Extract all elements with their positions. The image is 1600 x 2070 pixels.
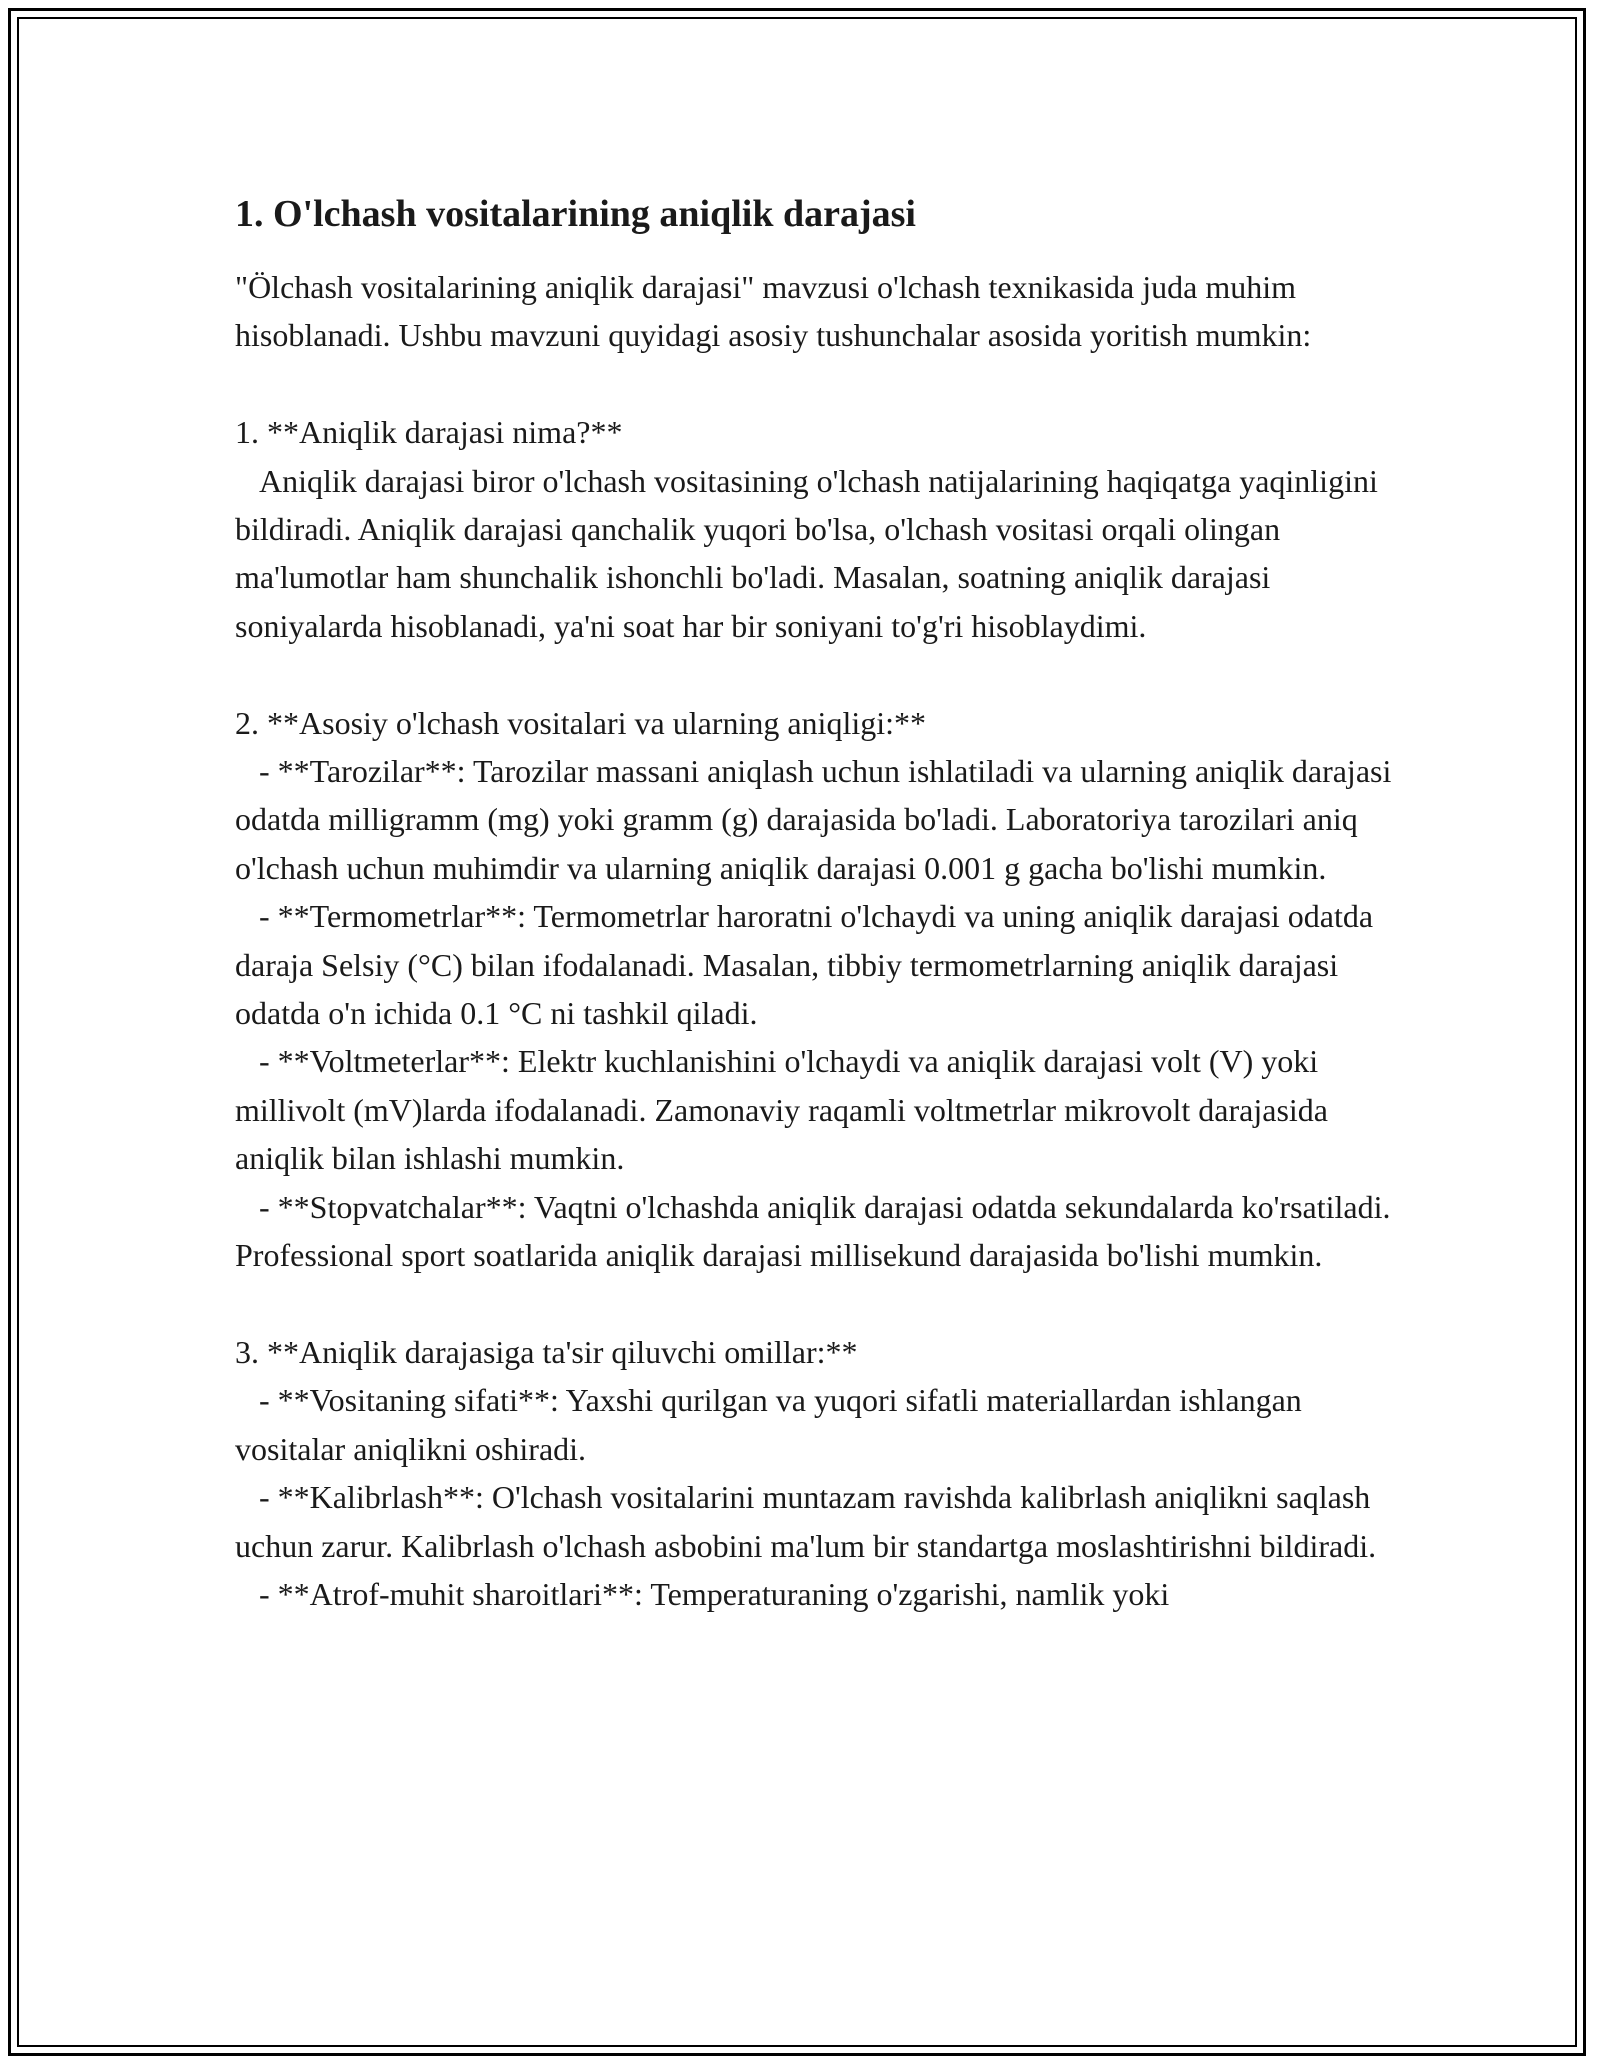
section-2-item-termometrlar: - **Termometrlar**: Termometrlar haroratni o'lchaydi va uning aniqlik darajasi odatda daraja Selsiy (°C) bilan ifodalanadi. Masalan, tibbiy termometrlarning aniqlik darajasi odatda o'n ichida 0.1 °C ni tashkil qiladi.	[235, 898, 1382, 1032]
section-3-item-vositaning-sifati: - **Vositaning sifati**: Yaxshi qurilgan va yuqori sifatli materiallardan ishlangan vositalar aniqlikni oshiradi.	[235, 1382, 1310, 1467]
section-3-heading: 3. **Aniqlik darajasiga ta'sir qiluvchi omillar:**	[235, 1333, 858, 1370]
section-2-item-stopvatchalar: - **Stopvatchalar**: Vaqtni o'lchashda aniqlik darajasi odatda sekundalarda ko'rsatiladi. Professional sport soatlarida aniqlik darajasi millisekund darajasida bo'lishi mumkin.	[235, 1188, 1399, 1274]
section-2-item-tarozilar: - **Tarozilar**: Tarozilar massani aniqlash uchun ishlatiladi va ularning aniqlik darajasi odatda milligramm (mg) yoki gramm (g) darajasida bo'ladi. Laboratoriya tarozilari aniq o'lchash uchun muhimdir va ularning aniqlik darajasi 0.001 g gacha bo'lishi mumkin.	[235, 753, 1400, 886]
spacer	[235, 650, 1395, 698]
document-body	[235, 185, 1400, 1618]
section-1-body: Aniqlik darajasi biror o'lchash vositasining o'lchash natijalarining haqiqatga yaqinligini bildiradi. Aniqlik darajasi qanchalik yuqori bo'lsa, o'lchash vositasi orqali olingan ma'lumotlar ham shunchalik ishonchli bo'ladi. Masalan, soatning aniqlik darajasi soniyalarda hisoblanadi, ya'ni soat har bir soniyani to'g'ri hisoblaydimi.	[235, 462, 1386, 644]
document-title: 1. O'lchash vositalarining aniqlik darajasi	[235, 193, 916, 235]
spacer	[235, 1280, 1395, 1328]
spacer	[235, 360, 1395, 408]
intro-paragraph: "Ölchash vositalarining aniqlik darajasi" mavzusi o'lchash texnikasida juda muhim hisoblanadi. Ushbu mavzuni quyidagi asosiy tushunchalar asosida yoritish mumkin:	[235, 269, 1312, 354]
section-1-heading: 1. **Aniqlik darajasi nima?**	[235, 414, 623, 451]
section-3-item-atrof-muhit: - **Atrof-muhit sharoitlari**: Temperaturaning o'zgarishi, namlik yoki	[235, 1575, 1170, 1612]
section-2-heading: 2. **Asosiy o'lchash vositalari va ularning aniqligi:**	[235, 704, 926, 741]
section-2-item-voltmeterlar: - **Voltmeterlar**: Elektr kuchlanishini o'lchaydi va aniqlik darajasi volt (V) yoki millivolt (mV)larda ifodalanadi. Zamonaviy raqamli voltmetrlar mikrovolt darajasida aniqlik bilan ishlashi mumkin.	[235, 1043, 1336, 1177]
section-3-item-kalibrlash: - **Kalibrlash**: O'lchash vositalarini muntazam ravishda kalibrlash aniqlikni saqlash uchun zarur. Kalibrlash o'lchash asbobini ma'lum bir standartga moslashtirishni bildiradi.	[235, 1479, 1379, 1564]
